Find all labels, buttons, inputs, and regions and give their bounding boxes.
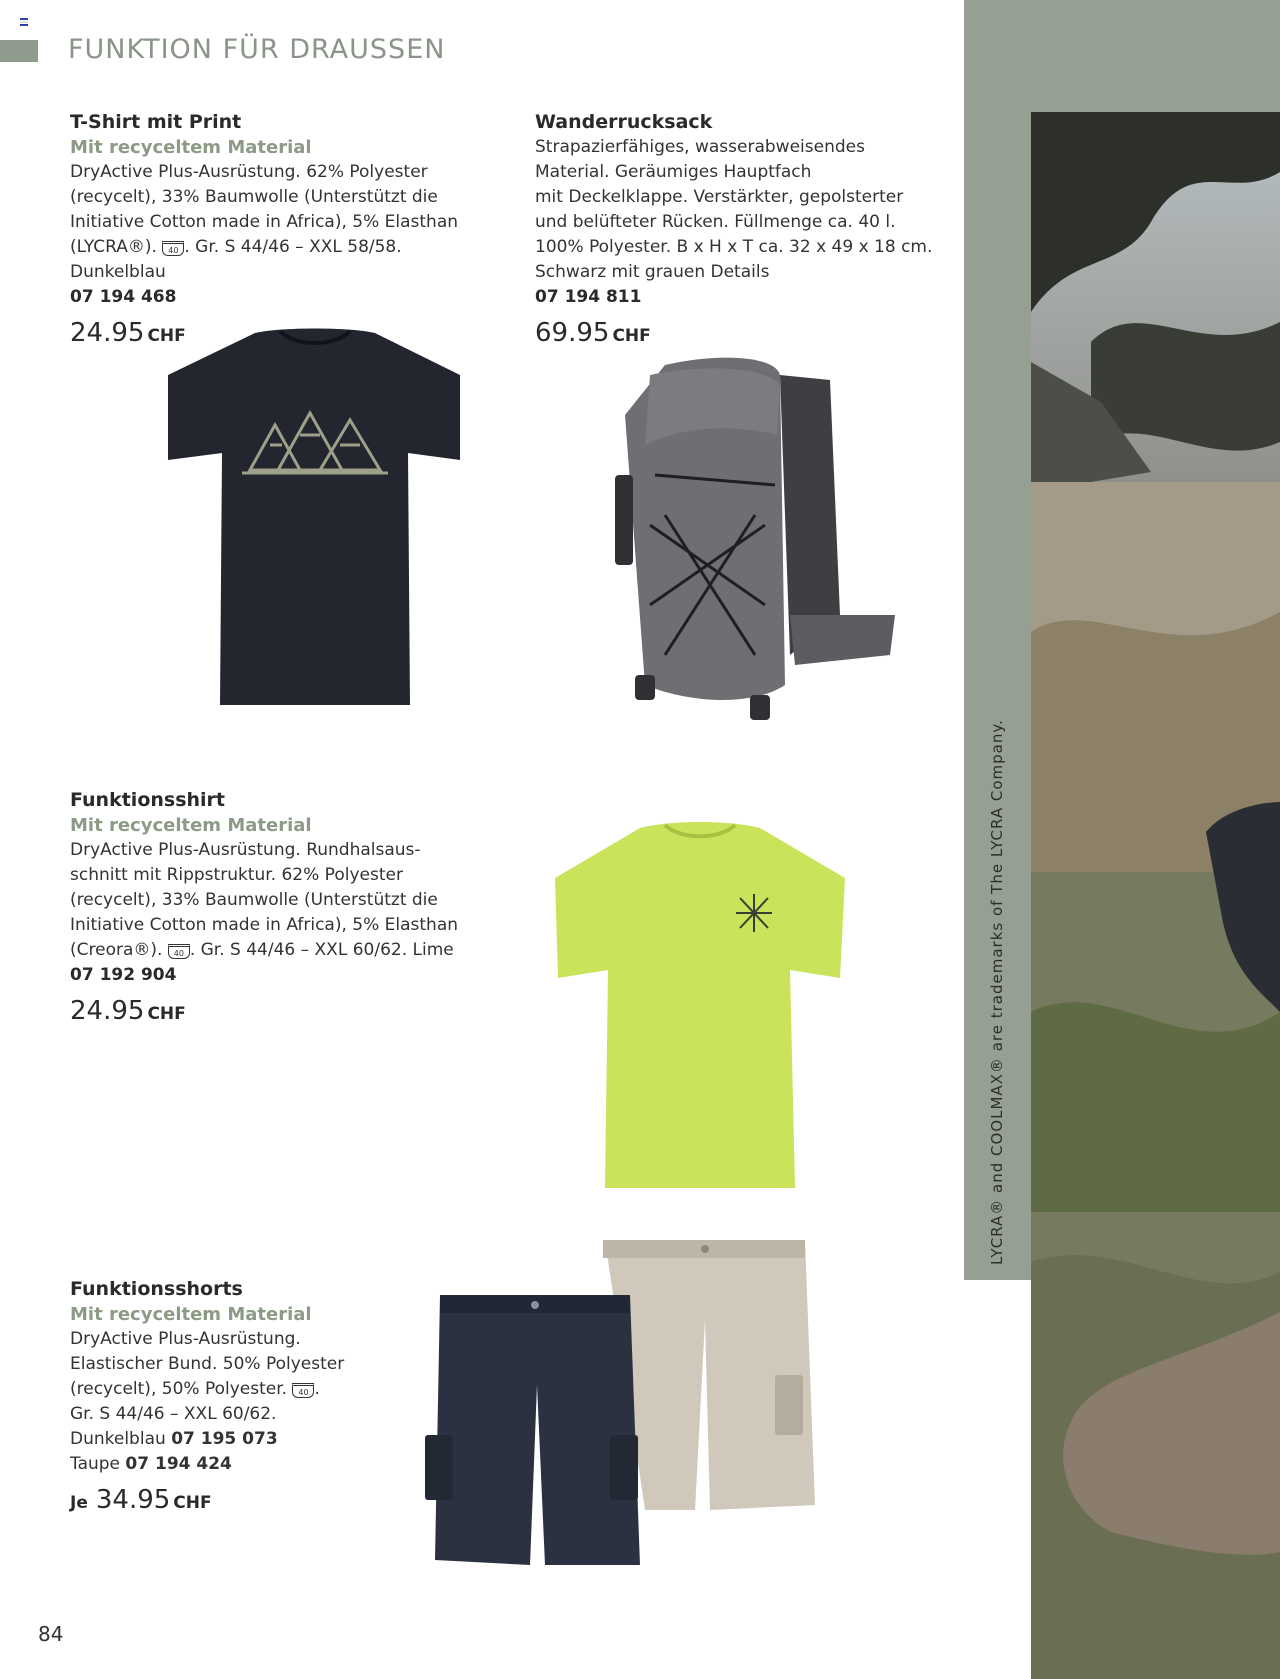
trademark-note: LYCRA® and COOLMAX® are trademarks of The LYCRA Company. (988, 719, 1006, 1265)
product-description: DryActive Plus-Ausrüstung. 62% Polyester (recycelt), 33% Baumwolle (Unterstützt die Initiative Cotton made in Africa), 5% Elasthan (LYCRA®). 40 . Gr. S 44/46 – XXL 58/58. Dunkelblau (70, 162, 459, 282)
flag-icon (20, 18, 28, 26)
price: Je 34.95 CHF (70, 1485, 212, 1515)
page-number: 84 (38, 1622, 64, 1646)
page-title: FUNKTION FÜR DRAUSSEN (68, 34, 446, 65)
functional-shirt-image (550, 818, 850, 1196)
product-functional-shorts (70, 1277, 400, 1518)
product-subtitle: Mit recyceltem Material (70, 137, 312, 158)
article-number: 07 194 424 (125, 1454, 232, 1474)
backpack-image (605, 355, 915, 740)
wash-40-icon: 40 (168, 944, 190, 959)
header-accent-bar (0, 40, 38, 62)
product-tshirt-print (70, 110, 510, 351)
product-title: Funktionsshirt (70, 789, 226, 811)
price: 69.95 CHF (535, 318, 651, 348)
article-number: 07 192 904 (70, 965, 177, 985)
outdoor-photo (1031, 112, 1280, 1679)
product-functional-shirt (70, 788, 510, 1029)
product-description: DryActive Plus-Ausrüstung. Rundhalsaus- schnitt mit Rippstruktur. 62% Polyester (recycelt), 33% Baumwolle (Unterstützt die Initiative Cotton made in Africa), 5% Elasthan (Creora®). 40 . Gr. S 44/46 – XXL 60/62. Lime (70, 840, 459, 960)
price: 24.95 CHF (70, 318, 186, 348)
product-description: Strapazierfähiges, wasserabweisendes Material. Geräumiges Hauptfach mit Deckelklappe. Verstärkter, gepolsterter und belüfteter Rücken. Füllmenge ca. 40 l. 100% Polyester. B x H x T ca. 32 x 49 x 18 cm. Schwarz mit grauen Details (535, 137, 933, 282)
product-subtitle: Mit recyceltem Material (70, 1304, 312, 1325)
article-number: 07 194 811 (535, 287, 642, 307)
article-number: 07 195 073 (171, 1429, 278, 1449)
product-title: Wanderrucksack (535, 111, 713, 133)
functional-shorts-image (425, 1235, 815, 1565)
product-description: DryActive Plus-Ausrüstung. Elastischer Bund. 50% Polyester (recycelt), 50% Polyester. 40 . Gr. S 44/46 – XXL 60/62. Dunkelblau 07 195 073 Taupe 07 194 424 (70, 1327, 400, 1477)
variant-dunkelblau: Dunkelblau 07 195 073 (70, 1429, 278, 1449)
wash-40-icon: 40 (162, 241, 184, 256)
wash-40-icon: 40 (292, 1383, 314, 1398)
price: 24.95 CHF (70, 996, 186, 1026)
variant-taupe: Taupe 07 194 424 (70, 1454, 232, 1474)
product-backpack (535, 110, 975, 351)
article-number: 07 194 468 (70, 287, 177, 307)
tshirt-print-image (160, 325, 470, 710)
product-title: T-Shirt mit Print (70, 111, 242, 133)
product-title: Funktionsshorts (70, 1278, 243, 1300)
product-subtitle: Mit recyceltem Material (70, 815, 312, 836)
